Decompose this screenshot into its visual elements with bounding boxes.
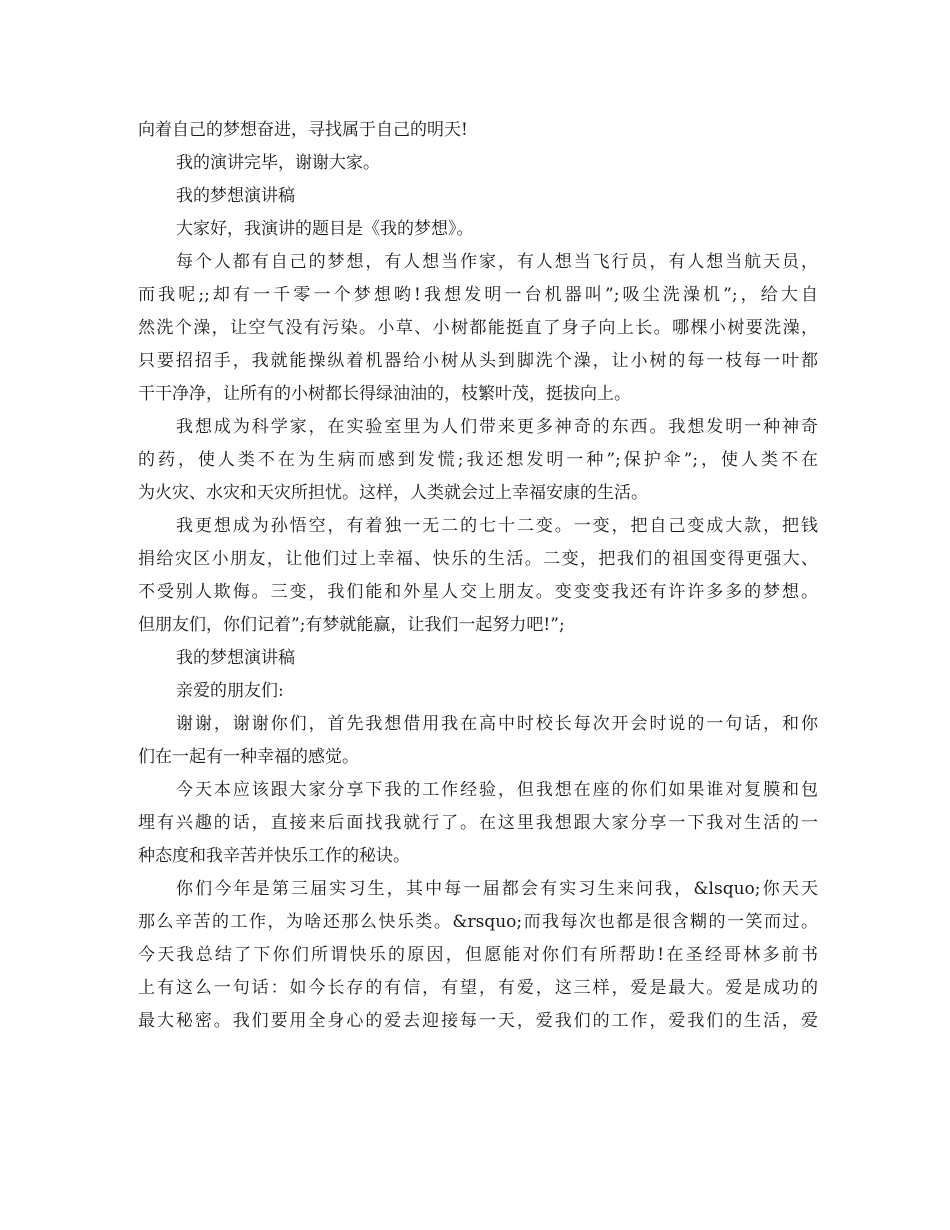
text-line: 捐给灾区小朋友，让他们过上幸福、快乐的生活。二变，把我们的祖国变得更强大、 xyxy=(138,549,818,569)
text-line: 谢谢，谢谢你们，首先我想借用我在高中时校长每次开会时说的一句话，和你 xyxy=(176,714,818,734)
text-line: 只要招招手，我就能操纵着机器给小树从头到脚洗个澡，让小树的每一枝每一叶都 xyxy=(138,351,818,371)
document-body xyxy=(138,114,818,1038)
text-line: 亲爱的朋友们: xyxy=(176,681,284,701)
text-line: 的药，使人类不在为生病而感到发慌;我还想发明一种”;保护伞”;，使人类不在 xyxy=(138,450,818,470)
text-line: 你们今年是第三届实习生，其中每一届都会有实习生来问我，&lsquo;你天天 xyxy=(176,879,818,899)
text-line: 我想成为科学家，在实验室里为人们带来更多神奇的东西。我想发明一种神奇 xyxy=(176,417,818,437)
text-line: 不受别人欺侮。三变，我们能和外星人交上朋友。变变变我还有许许多多的梦想。 xyxy=(138,582,818,602)
text-line: 最大秘密。我们要用全身心的爱去迎接每一天，爱我们的工作，爱我们的生活，爱 xyxy=(138,1011,818,1031)
text-line: 我的梦想演讲稿 xyxy=(176,648,295,668)
text-line: 大家好，我演讲的题目是《我的梦想》。 xyxy=(176,219,474,239)
text-line: 上有这么一句话：如今长存的有信，有望，有爱，这三样，爱是最大。爱是成功的 xyxy=(138,978,818,998)
text-line: 们在一起有一种幸福的感觉。 xyxy=(138,747,359,767)
text-line: 我更想成为孙悟空，有着独一无二的七十二变。一变，把自己变成大款，把钱 xyxy=(176,516,818,536)
text-line: 为火灾、水灾和天灾所担忧。这样，人类就会过上幸福安康的生活。 xyxy=(138,483,648,503)
text-line: 今天我总结了下你们所谓快乐的原因，但愿能对你们有所帮助!在圣经哥林多前书 xyxy=(138,945,818,965)
text-line: 埋有兴趣的话，直接来后面找我就行了。在这里我想跟大家分享一下我对生活的一 xyxy=(138,813,818,833)
text-line: 然洗个澡，让空气没有污染。小草、小树都能挺直了身子向上长。哪棵小树要洗澡， xyxy=(138,318,818,338)
text-line: 我的梦想演讲稿 xyxy=(176,186,295,206)
text-line: 每个人都有自己的梦想，有人想当作家，有人想当飞行员，有人想当航天员， xyxy=(176,252,818,272)
text-line: 我的演讲完毕，谢谢大家。 xyxy=(176,153,380,173)
text-line: 种态度和我辛苦并快乐工作的秘诀。 xyxy=(138,846,410,866)
text-line: 向着自己的梦想奋进，寻找属于自己的明天! xyxy=(138,120,468,140)
text-line: 而我呢;;却有一千零一个梦想哟!我想发明一台机器叫”;吸尘洗澡机”;，给大自 xyxy=(138,285,818,305)
text-line: 干干净净，让所有的小树都长得绿油油的，枝繁叶茂，挺拔向上。 xyxy=(138,384,631,404)
text-line: 但朋友们，你们记着”;有梦就能赢，让我们一起努力吧!”; xyxy=(138,615,565,635)
text-line: 今天本应该跟大家分享下我的工作经验，但我想在座的你们如果谁对复膜和包 xyxy=(176,780,818,800)
text-line: 那么辛苦的工作，为啥还那么快乐类。&rsquo;而我每次也都是很含糊的一笑而过。 xyxy=(138,912,818,932)
